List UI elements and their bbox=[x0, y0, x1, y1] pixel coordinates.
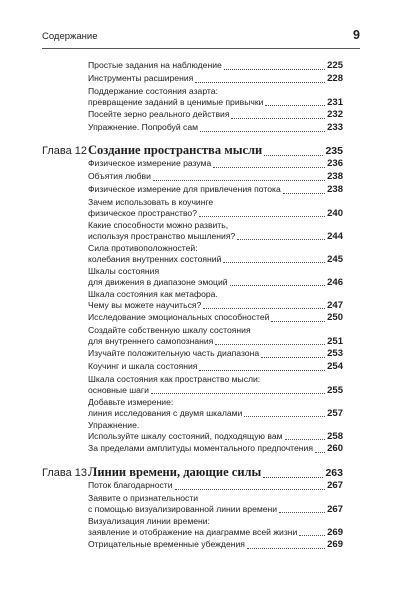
toc-entry-title: Визуализация линии времени: bbox=[88, 516, 210, 526]
toc-entry bbox=[88, 266, 343, 288]
dot-leader bbox=[244, 415, 325, 417]
toc-entry bbox=[88, 539, 343, 551]
toc-entry bbox=[88, 289, 343, 311]
toc-entry-title: Сила противоположностей: bbox=[88, 243, 198, 253]
toc-entry bbox=[88, 243, 343, 265]
toc-entry-title: Создайте собственную шкалу состояния bbox=[88, 325, 251, 335]
chapter-title: Линии времени, дающие силы bbox=[88, 465, 262, 479]
toc-entry-page: 228 bbox=[327, 73, 343, 84]
dot-leader bbox=[195, 81, 325, 83]
dot-leader bbox=[199, 369, 325, 371]
dot-leader bbox=[230, 284, 326, 286]
toc-entry bbox=[88, 122, 343, 134]
chapter-title: Создание пространства мысли bbox=[88, 143, 263, 157]
toc-entry-title: Посейте зерно реального действия bbox=[88, 109, 230, 119]
toc-entry-page: 231 bbox=[327, 96, 343, 108]
toc-entry-title: Зачем использовать в коучинге bbox=[88, 197, 214, 207]
dot-leader bbox=[315, 451, 325, 453]
dot-leader bbox=[199, 215, 325, 217]
toc-entry-title-continued: Чему вы можете научиться? bbox=[88, 299, 202, 310]
dot-leader bbox=[285, 438, 326, 440]
toc-entry bbox=[88, 312, 343, 324]
toc-entry-title: Шкалы состояния bbox=[88, 266, 160, 276]
chapter-heading bbox=[42, 143, 343, 158]
toc-entry-page: 251 bbox=[327, 335, 343, 347]
toc-entry-title: Добавьте измерение: bbox=[88, 397, 174, 407]
toc-entry-title: Простые задания на наблюдение bbox=[88, 60, 222, 70]
dot-leader bbox=[224, 68, 325, 70]
toc-entry-title-continued: физическое пространство? bbox=[88, 207, 197, 218]
toc-entry-title: Физическое измерение разума bbox=[88, 158, 212, 168]
toc-entry bbox=[88, 493, 343, 515]
toc-entry-page: 238 bbox=[327, 184, 343, 195]
dot-leader bbox=[283, 192, 325, 194]
toc-entry-title-continued: линия исследования с двумя шкалами bbox=[88, 407, 243, 418]
toc-entry bbox=[88, 197, 343, 219]
toc-entry-title-continued: Используйте шкалу состояний, подходящую вам bbox=[88, 430, 283, 441]
toc-entry bbox=[88, 184, 343, 196]
toc-entry-page: 257 bbox=[327, 407, 343, 419]
dot-leader bbox=[213, 166, 325, 168]
dot-leader bbox=[263, 477, 323, 478]
toc-entry-page: 250 bbox=[327, 312, 343, 323]
toc-entry-page: 238 bbox=[327, 171, 343, 182]
toc-entry-page: 246 bbox=[327, 276, 343, 288]
toc-entry-title: Объятия любви bbox=[88, 171, 151, 181]
chapter-page: 263 bbox=[325, 467, 343, 479]
toc-entry-title: За пределами амплитуды моментального предпочтения bbox=[88, 443, 314, 453]
dot-leader bbox=[203, 307, 325, 309]
toc-entry-title-continued: превращение заданий в ценимые привычки bbox=[88, 96, 264, 107]
chapter-page: 235 bbox=[325, 145, 343, 157]
toc-entry-title: Отрицательные временные убеждения bbox=[88, 539, 245, 549]
toc-entry-page: 236 bbox=[327, 158, 343, 169]
toc-entry bbox=[88, 60, 343, 72]
dot-leader bbox=[175, 488, 326, 490]
toc-entry-title: Физическое измерение для привлечения потока bbox=[88, 184, 281, 194]
toc-entry-page: 260 bbox=[327, 443, 343, 454]
toc-entry-title: Заявите о признательности bbox=[88, 493, 199, 503]
toc-entry bbox=[88, 325, 343, 347]
toc-entry bbox=[88, 86, 343, 108]
toc-entry bbox=[88, 443, 343, 455]
toc-entry-title-continued: с помощью визуализированной линии времени bbox=[88, 503, 278, 514]
toc-entry-title: Инструменты расширения bbox=[88, 73, 194, 83]
dot-leader bbox=[223, 261, 325, 263]
toc-entry-page: 240 bbox=[327, 207, 343, 219]
toc-entry-page: 232 bbox=[327, 109, 343, 120]
toc-entry-title: Упражнение. bbox=[88, 420, 140, 430]
toc-entry-page: 269 bbox=[327, 526, 343, 538]
toc-entry-page: 269 bbox=[327, 539, 343, 550]
dot-leader bbox=[237, 238, 325, 240]
toc-entry-title: Изучайте положительную часть диапазона bbox=[88, 348, 260, 358]
toc-entry-page: 247 bbox=[327, 299, 343, 311]
toc-entry bbox=[88, 361, 343, 373]
toc-entry bbox=[88, 171, 343, 183]
toc-entry-page: 267 bbox=[327, 480, 343, 491]
toc-entry-page: 255 bbox=[327, 384, 343, 396]
dot-leader bbox=[271, 320, 325, 322]
toc-entry bbox=[88, 348, 343, 360]
toc-entry bbox=[88, 220, 343, 242]
toc-entry-page: 233 bbox=[327, 122, 343, 133]
toc-entry-title: Коучинг и шкала состояния bbox=[88, 361, 198, 371]
toc-entry bbox=[88, 109, 343, 121]
page-number: 9 bbox=[353, 28, 360, 42]
dot-leader bbox=[151, 392, 325, 394]
chapter-label: Глава 12 bbox=[42, 145, 88, 157]
toc-entry-page: 254 bbox=[327, 361, 343, 372]
dot-leader bbox=[200, 130, 325, 132]
toc-entry-title-continued: используя пространство мышления? bbox=[88, 230, 236, 241]
toc-entry-page: 225 bbox=[327, 60, 343, 71]
toc-entry-title-continued: основные шаги bbox=[88, 384, 149, 395]
toc-entry-title: Исследование эмоциональных способностей bbox=[88, 312, 270, 322]
dot-leader bbox=[299, 534, 325, 536]
toc-entry-page: 267 bbox=[327, 503, 343, 515]
running-header-title: Содержание bbox=[42, 31, 98, 42]
toc-entry-title-continued: колебания внутренних состояний bbox=[88, 253, 222, 264]
toc-entry-title: Шкала состояния как метафора. bbox=[88, 289, 218, 299]
toc-entry bbox=[88, 374, 343, 396]
dot-leader bbox=[261, 356, 325, 358]
toc-entry bbox=[88, 420, 343, 442]
chapter-heading bbox=[42, 465, 343, 480]
toc-entry-page: 253 bbox=[327, 348, 343, 359]
toc-entry-title: Упражнение. Попробуй сам bbox=[88, 122, 199, 132]
toc-entry-title-continued: для движения в диапазоне эмоций bbox=[88, 276, 228, 287]
toc-entry-page: 258 bbox=[327, 430, 343, 442]
toc-entry-title: Поток благодарности bbox=[88, 480, 173, 490]
toc-entry bbox=[88, 73, 343, 85]
dot-leader bbox=[265, 104, 325, 106]
dot-leader bbox=[264, 155, 323, 156]
dot-leader bbox=[279, 511, 325, 513]
chapter-label: Глава 13 bbox=[42, 467, 88, 479]
toc-entry-title: Шкала состояния как пространство мысли: bbox=[88, 374, 261, 384]
toc-entry-title-continued: для внутреннего самопознания bbox=[88, 335, 214, 346]
toc-entry bbox=[88, 158, 343, 170]
toc-entry-title: Какие способности можно развить, bbox=[88, 220, 229, 230]
dot-leader bbox=[247, 547, 325, 549]
dot-leader bbox=[231, 117, 325, 119]
toc-entry bbox=[88, 397, 343, 419]
toc-entry bbox=[88, 516, 343, 538]
dot-leader bbox=[153, 179, 325, 181]
dot-leader bbox=[215, 343, 325, 345]
toc-entry-page: 245 bbox=[327, 253, 343, 265]
toc-entry-title: Поддержание состояния азарта: bbox=[88, 86, 218, 96]
toc-entry-page: 244 bbox=[327, 230, 343, 242]
toc-entry-title-continued: заявление и отображение на диаграмме всей жизни bbox=[88, 526, 298, 537]
toc-entry bbox=[88, 480, 343, 492]
